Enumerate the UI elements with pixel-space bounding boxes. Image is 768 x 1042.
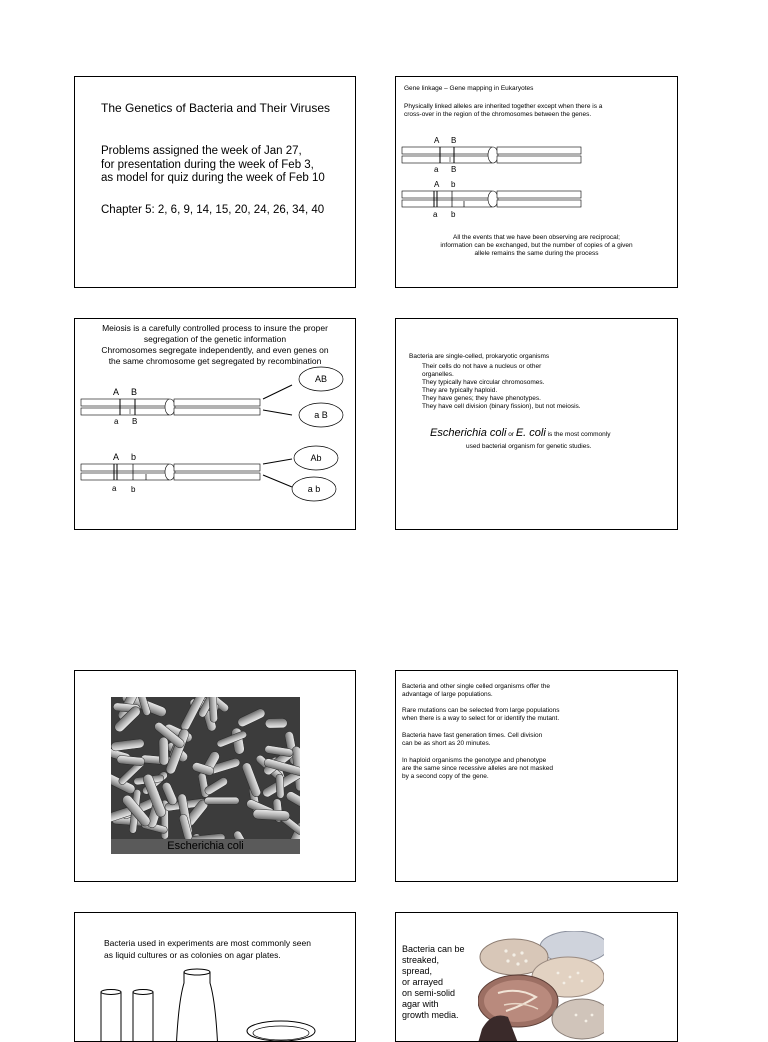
- heading-line: Chromosomes segregate independently, and even genes on: [75, 345, 355, 356]
- test-tube-icon: [101, 990, 121, 1042]
- slide-1: [74, 76, 356, 288]
- slide-5: [74, 670, 356, 882]
- text-line: Bacteria used in experiments are most commonly seen: [104, 937, 311, 949]
- paragraph-line: Bacteria and other single celled organisms offer the: [402, 683, 550, 691]
- gamete-ellipses: [292, 367, 343, 501]
- paragraph-line: cross-over in the region of the chromosomes between the genes.: [404, 111, 602, 119]
- chromosome-pair-top: [402, 136, 581, 174]
- allele-label: B: [451, 136, 456, 145]
- bacterium-rod: [159, 737, 169, 765]
- agar-plates-photo: [478, 931, 604, 1042]
- list-item: They have cell division (binary fission), but not meiosis.: [422, 403, 581, 411]
- paragraph-line: advantage of large populations.: [402, 691, 550, 699]
- gamete-label: a b: [308, 484, 321, 494]
- bacteria-traits-list: [422, 363, 581, 411]
- paragraph-line: can be as short as 20 minutes.: [402, 740, 542, 748]
- allele-label: A: [434, 136, 440, 145]
- flask-icon: [176, 969, 218, 1042]
- bacterium-rod: [253, 809, 290, 821]
- slide-8-text: [402, 944, 465, 1021]
- allele-label: B: [132, 417, 137, 426]
- ecoli-statement: [430, 427, 610, 439]
- bacterium-rod: [276, 774, 285, 799]
- text-line: spread,: [402, 966, 465, 977]
- allele-label: A: [434, 180, 440, 189]
- allele-label: b: [131, 452, 136, 462]
- list-item: They have genes; they have phenotypes.: [422, 395, 581, 403]
- micrograph-caption: Escherichia coli: [111, 839, 300, 854]
- bacterium-rod: [265, 718, 287, 728]
- list-item: They typically have circular chromosomes.: [422, 379, 581, 387]
- footer-line: information can be exchanged, but the number of copies of a given: [396, 242, 677, 250]
- assignment-line: Problems assigned the week of Jan 27,: [101, 145, 325, 159]
- slide-4: [395, 318, 678, 530]
- labware-illustration: [75, 913, 356, 1042]
- allele-label: a: [112, 484, 117, 493]
- paragraph-line: Rare mutations can be selected from large populations: [402, 707, 560, 715]
- bacterium-rod: [204, 797, 239, 804]
- or-text: or: [506, 431, 515, 438]
- heading-line: Meiosis is a carefully controlled process to insure the proper: [75, 323, 355, 334]
- slide-6: [395, 670, 678, 882]
- slide-3: [74, 318, 356, 530]
- slide-2: [395, 76, 678, 288]
- slide-4-intro: Bacteria are single-celled, prokaryotic organisms: [409, 353, 549, 361]
- list-item: organelles.: [422, 371, 581, 379]
- footer-line: allele remains the same during the process: [396, 250, 677, 258]
- chromosome-pair-bottom: [402, 180, 581, 219]
- allele-label: a: [433, 210, 438, 219]
- allele-label: B: [451, 165, 456, 174]
- assignment-line: as model for quiz during the week of Feb 10: [101, 172, 325, 186]
- allele-label: a: [114, 417, 119, 426]
- gamete-arrows: [263, 385, 292, 487]
- ecoli-short-name: E. coli: [516, 427, 546, 439]
- text-line: growth media.: [402, 1010, 465, 1021]
- heading-line: segregation of the genetic information: [75, 334, 355, 345]
- allele-label: a: [434, 165, 439, 174]
- paragraph-line: by a second copy of the gene.: [402, 773, 553, 781]
- list-item: They are typically haploid.: [422, 387, 581, 395]
- mutation-paragraph: [402, 707, 560, 723]
- slide-2-heading: Gene linkage – Gene mapping in Eukaryotes: [404, 85, 533, 93]
- text-line: Bacteria can be: [402, 944, 465, 955]
- petri-plates-image: [478, 931, 604, 1042]
- list-item: Their cells do not have a nucleus or other: [422, 363, 581, 371]
- micrograph-image: [111, 697, 300, 854]
- allele-label: b: [131, 485, 136, 494]
- paragraph-line: Bacteria have fast generation times. Cell division: [402, 732, 542, 740]
- gamete-label: a B: [314, 410, 328, 420]
- paragraph-line: are the same since recessive alleles are not masked: [402, 765, 553, 773]
- generation-paragraph: [402, 732, 542, 748]
- bacterium-rod: [208, 697, 217, 722]
- text-line: agar with: [402, 999, 465, 1010]
- footer-line: All the events that we have been observing are reciprocal;: [396, 234, 677, 242]
- allele-label: A: [113, 452, 119, 462]
- haploid-paragraph: [402, 757, 553, 781]
- text-line: as liquid cultures or as colonies on agar plates.: [104, 949, 311, 961]
- chromosome-pair-bottom: [81, 452, 260, 494]
- paragraph-line: when there is a way to select for or identify the mutant.: [402, 715, 560, 723]
- test-tube-icon: [133, 990, 153, 1042]
- allele-label: b: [451, 210, 456, 219]
- text-line: on semi-solid: [402, 988, 465, 999]
- gamete-label: AB: [315, 374, 327, 384]
- text-line: streaked,: [402, 955, 465, 966]
- heading-line: the same chromosome get segregated by recombination: [75, 356, 355, 367]
- text-line: or arrayed: [402, 977, 465, 988]
- allele-label: A: [113, 387, 119, 397]
- paragraph-line: In haploid organisms the genotype and phenotype: [402, 757, 553, 765]
- slide-8: [395, 912, 678, 1042]
- allele-label: B: [131, 387, 137, 397]
- chapter-problems: Chapter 5: 2, 6, 9, 14, 15, 20, 24, 26, 34, 40: [101, 204, 324, 216]
- chromosome-pair-diagram: [396, 77, 678, 227]
- allele-label: b: [451, 180, 456, 189]
- gamete-label: Ab: [310, 453, 321, 463]
- assignment-line: for presentation during the week of Feb 3,: [101, 159, 325, 173]
- ecoli-full-name: Escherichia coli: [430, 427, 506, 439]
- slide-2-footer: [396, 234, 677, 258]
- ecoli-usage: used bacterial organism for genetic studies.: [466, 443, 591, 451]
- petri-dish-icon: [247, 1021, 315, 1041]
- advantage-paragraph: [402, 683, 550, 699]
- ecoli-micrograph: [111, 697, 300, 854]
- slide-7: [74, 912, 356, 1042]
- paragraph-line: Physically linked alleles are inherited together except when there is a: [404, 103, 602, 111]
- meiosis-diagram: [75, 319, 356, 530]
- ecoli-tail: is the most commonly: [546, 431, 611, 438]
- slide-1-title: The Genetics of Bacteria and Their Viruses: [101, 101, 330, 115]
- chromosome-pair-top: [81, 387, 260, 426]
- slide-1-assignment: [101, 145, 325, 186]
